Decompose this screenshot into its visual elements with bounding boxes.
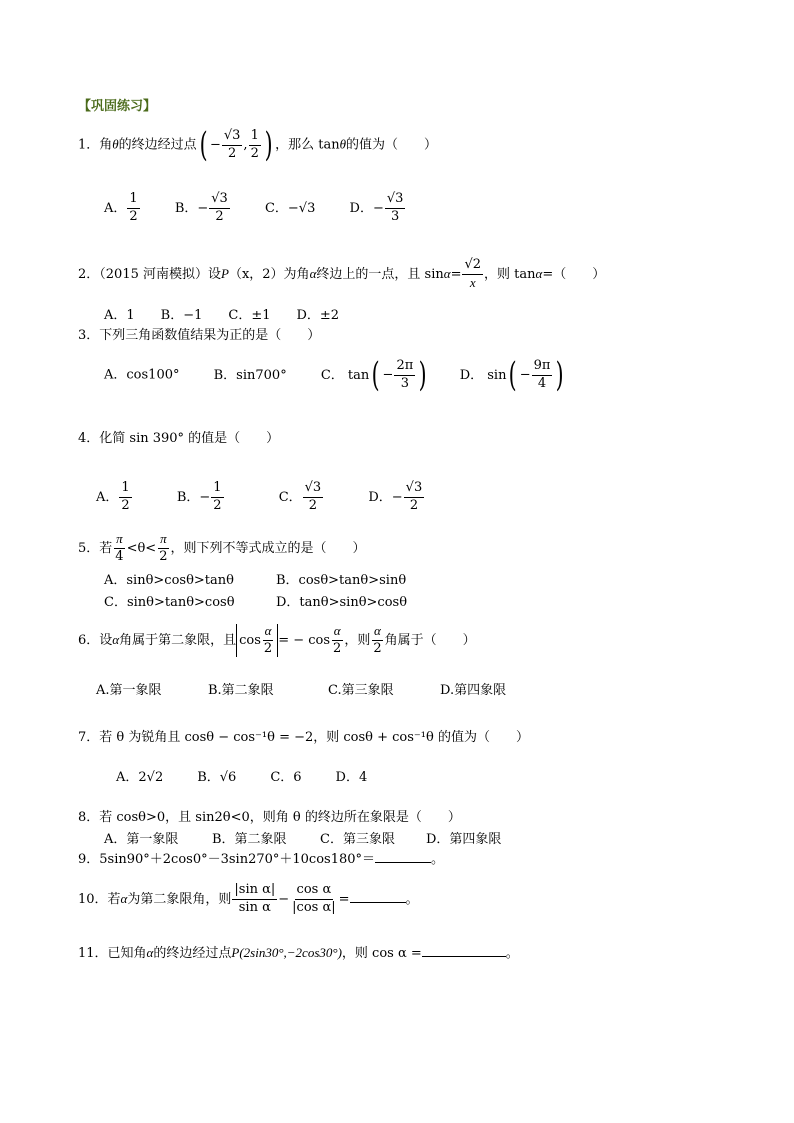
question-2-options: A．1 B．−1 C．±1 D．±2 <box>104 308 340 323</box>
question-11: 11．已知角α的终边经过点P(2sin30°,−2cos30°)，则 cos α = 。 <box>78 945 519 961</box>
question-8-option-b: B．第二象限 <box>212 832 287 847</box>
question-7-options: A．2√2 B．√6 C．6 D．4 <box>116 770 368 785</box>
question-6-option-a: A.第一象限 <box>96 683 162 698</box>
question-10: 10．若α为第二象限角，则 $\frac{\text{|sin α|}}{\text{sin α}}$ − $\frac{\text{cos α}}{\text{|cos α|}}$ = 。 <box>78 882 419 915</box>
question-4-options: A． $\frac{1}{2}$ B．− $\frac{1}{2}$ C． $\frac{√3}{2}$ D．− $\frac{√3}{2}$ <box>96 480 423 513</box>
question-7-stem: 7．若 θ 为锐角且 cosθ − cos⁻¹θ = −2，则 cosθ + cos⁻¹θ 的值为（ ） <box>78 730 529 745</box>
question-8-option-a: A．第一象限 <box>104 832 179 847</box>
question-6-option-c: C.第三象限 <box>328 683 394 698</box>
question-1: 1．角θ的终边经过点( − $\frac{√3}{2}$ , $\frac{1}{2}$ ) ，那么 tanθ的值为（ ） <box>78 125 437 165</box>
question-5-option-a: A．sinθ>cosθ>tanθ <box>104 573 234 588</box>
question-3-options: A．cos100° B．sin700° C． tan( − $\frac{2\pi}{3}$ ) D． sin( − $\frac{9\pi}{4}$ ) <box>104 355 565 395</box>
question-5-option-d: D．tanθ>sinθ>cosθ <box>276 595 408 610</box>
question-9: 9．5sin90°＋2cos0°－3sin270°＋10cos180°＝ 。 <box>78 852 445 867</box>
question-5-stem: 5．若 $\frac{\pi}{4}$ <θ< $\frac{\pi}{2}$ ，则下列不等式成立的是（ ） <box>78 531 366 564</box>
question-5-option-b: B．cosθ>tanθ>sinθ <box>276 573 407 588</box>
question-8-option-d: D．第四象限 <box>426 832 502 847</box>
question-8-stem: 8．若 cosθ>0，且 sin2θ<0，则角 θ 的终边所在象限是（ ） <box>78 810 461 825</box>
section-title: 【巩固练习】 <box>78 99 157 114</box>
question-4-stem: 4．化简 sin 390° 的值是（ ） <box>78 431 280 446</box>
question-8-option-c: C．第三象限 <box>320 832 395 847</box>
question-6-stem: 6．设α角属于第二象限，且 cos $\frac{\alpha}{2}$ = − cos $\frac{\alpha}{2}$ ，则 $\frac{\alpha}{2}$ 角属于（ ） <box>78 623 476 656</box>
question-6-option-b: B.第二象限 <box>208 683 274 698</box>
question-5-option-c: C．sinθ>tanθ>cosθ <box>104 595 235 610</box>
question-6-option-d: D.第四象限 <box>440 683 507 698</box>
question-1-options: A． $\frac{1}{2}$ B．− $\frac{√3}{2}$ C．−√3 D．− $\frac{√3}{3}$ <box>104 191 404 224</box>
question-3-stem: 3．下列三角函数值结果为正的是（ ） <box>78 328 321 343</box>
question-2: 2．（2015 河南模拟）设P（x，2）为角α终边上的一点，且 sinα= $\frac{√2}{x}$ ，则 tanα=（ ） <box>78 257 606 290</box>
